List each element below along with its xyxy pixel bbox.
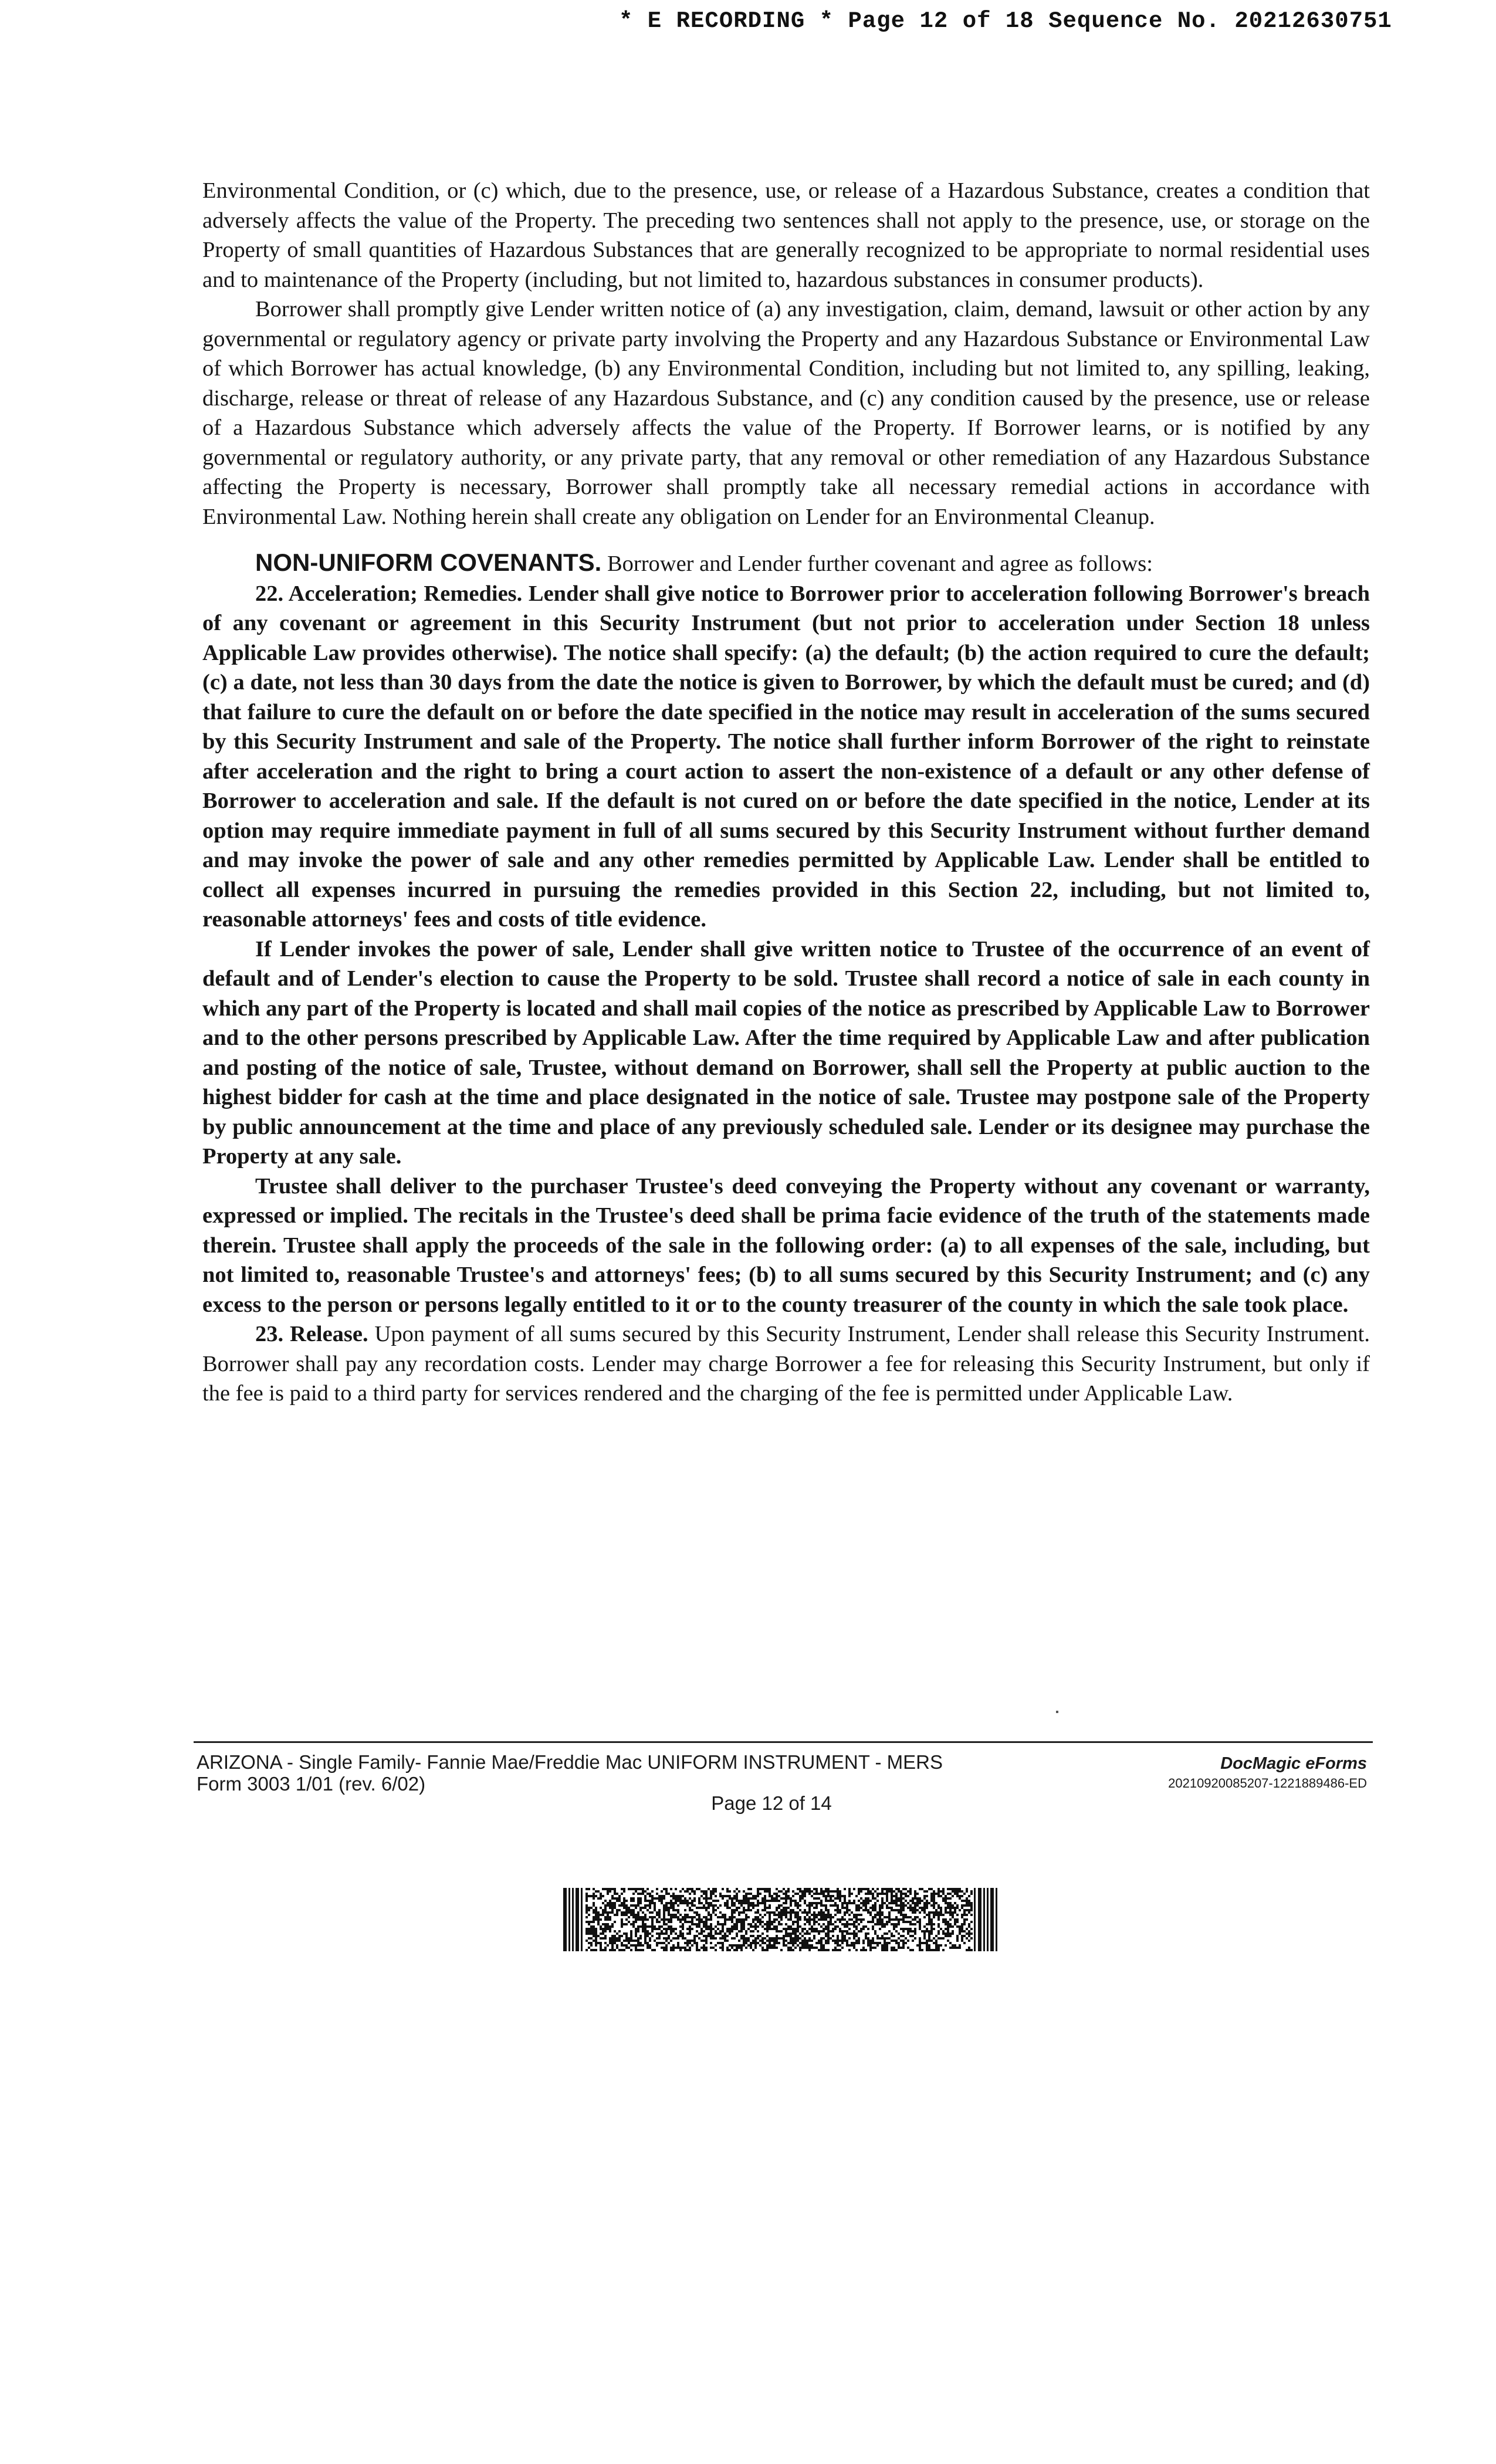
paragraph-borrower-notice: Borrower shall promptly give Lender written notice of (a) any investigation, claim, demand, lawsuit or other action by any governmental or regulatory agency or private party involving the Property and any Hazardous Substance or Environmental Law of which Borrower has actual knowledge, (b) any Environmental Condition, including but not limited to, any spilling, leaking, discharge, release or threat of release of any Hazardous Substance, and (c) any condition caused by the presence, use or release of a Hazardous Substance which adversely affects the value of the Property. If Borrower learns, or is notified by any governmental or regulatory authority, or any private party, that any removal or other remediation of any Hazardous Substance affecting the Property is necessary, Borrower shall promptly take all necessary remedial actions in accordance with Environmental Law. Nothing herein shall create any obligation on Lender for an Environmental Cleanup. — [202, 297, 1370, 529]
paragraph-non-uniform-covenants — [202, 548, 1370, 579]
section-23-release — [202, 1319, 1370, 1409]
recording-header: * E RECORDING * Page 12 of 18 Sequence No. 20212630751 — [619, 8, 1392, 34]
page-number: Page 12 of 14 — [711, 1792, 832, 1814]
footer-divider — [194, 1741, 1373, 1743]
section-22-heading: 22. Acceleration; Remedies. — [255, 581, 523, 606]
footer-form-line-2: Form 3003 1/01 (rev. 6/02) — [197, 1773, 426, 1795]
section-23-text: Upon payment of all sums secured by this Security Instrument, Lender shall release this Security Instrument. Borrower shall pay any recordation costs. Lender may charge Borrower a fee for releasing this Security Instrument, but only if the fee is paid to a third party for services rendered and the charging of the fee is permitted under Applicable Law. — [202, 1322, 1370, 1406]
section-23-heading: 23. Release. — [255, 1322, 368, 1346]
footer-brand-block — [1168, 1753, 1367, 1793]
document-body — [202, 176, 1370, 1409]
non-uniform-covenants-heading: NON-UNIFORM COVENANTS. — [255, 549, 602, 576]
footer-form-line-1: ARIZONA - Single Family- Fannie Mae/Freddie Mac UNIFORM INSTRUMENT - MERS — [197, 1751, 943, 1773]
section-22-text: Lender shall give notice to Borrower prior to acceleration following Borrower's breach of any covenant or agreement in this Security Instrument (but not prior to acceleration under Section 18 unless Applicable Law provides otherwise). The notice shall specify: (a) the default; (b) the action required to cure the default; (c) a date, not less than 30 days from the date the notice is given to Borrower, by which the default must be cured; and (d) that failure to cure the default on or before the date specified in the notice may result in acceleration of the sums secured by this Security Instrument and sale of the Property. The notice shall further inform Borrower of the right to reinstate after acceleration and the right to bring a court action to assert the non-existence of a default or any other defense of Borrower to acceleration and sale. If the default is not cured on or before the date specified in the notice, Lender at its option may require immediate payment in full of all sums secured by this Security Instrument without further demand and may invoke the power of sale and any other remedies permitted by Applicable Law. Lender shall be entitled to collect all expenses incurred in pursuing the remedies provided in this Section 22, including, but not limited to, reasonable attorneys' fees and costs of title evidence. — [202, 581, 1370, 932]
barcode-icon — [563, 1888, 997, 1951]
paragraph-trustee-deed: Trustee shall deliver to the purchaser Trustee's deed conveying the Property without any covenant or warranty, expressed or implied. The recitals in the Trustee's deed shall be prima facie evidence of the truth of the statements made therein. Trustee shall apply the proceeds of the sale in the following order: (a) to all expenses of the sale, including, but not limited to, reasonable Trustee's and attorneys' fees; (b) to all sums secured by this Security Instrument; and (c) any excess to the person or persons legally entitled to it or to the county treasurer of the county in which the sale took place. — [202, 1173, 1370, 1317]
non-uniform-covenants-intro: Borrower and Lender further covenant and agree as follows: — [607, 551, 1153, 576]
section-22-acceleration-remedies — [202, 579, 1370, 935]
paragraph-power-of-sale: If Lender invokes the power of sale, Lender shall give written notice to Trustee of the occurrence of an event of default and of Lender's election to cause the Property to be sold. Trustee shall record a notice of sale in each county in which any part of the Property is located and shall mail copies of the notice as prescribed by Applicable Law to Borrower and to the other persons prescribed by Applicable Law. After the time required by Applicable Law and after publication and posting of the notice of sale, Trustee, without demand on Borrower, shall sell the Property at public auction to the highest bidder for cash at the time and place designated in the notice of sale. Trustee may postpone sale of the Property by public announcement at the time and place of any previously scheduled sale. Lender or its designee may purchase the Property at any sale. — [202, 936, 1370, 1169]
paragraph-environmental-condition: Environmental Condition, or (c) which, due to the presence, use, or release of a Hazardous Substance, creates a condition that adversely affects the value of the Property. The preceding two sentences shall not apply to the presence, use, or storage on the Property of small quantities of Hazardous Substances that are generally recognized to be appropriate to normal residential uses and to maintenance of the Property (including, but not limited to, hazardous substances in consumer products). — [202, 178, 1370, 292]
docmagic-logo: DocMagic eForms — [1220, 1754, 1367, 1773]
scan-speck — [1056, 1711, 1058, 1713]
footer-form-info — [197, 1751, 943, 1795]
document-id: 20210920085207-1221889486-ED — [1168, 1776, 1367, 1791]
